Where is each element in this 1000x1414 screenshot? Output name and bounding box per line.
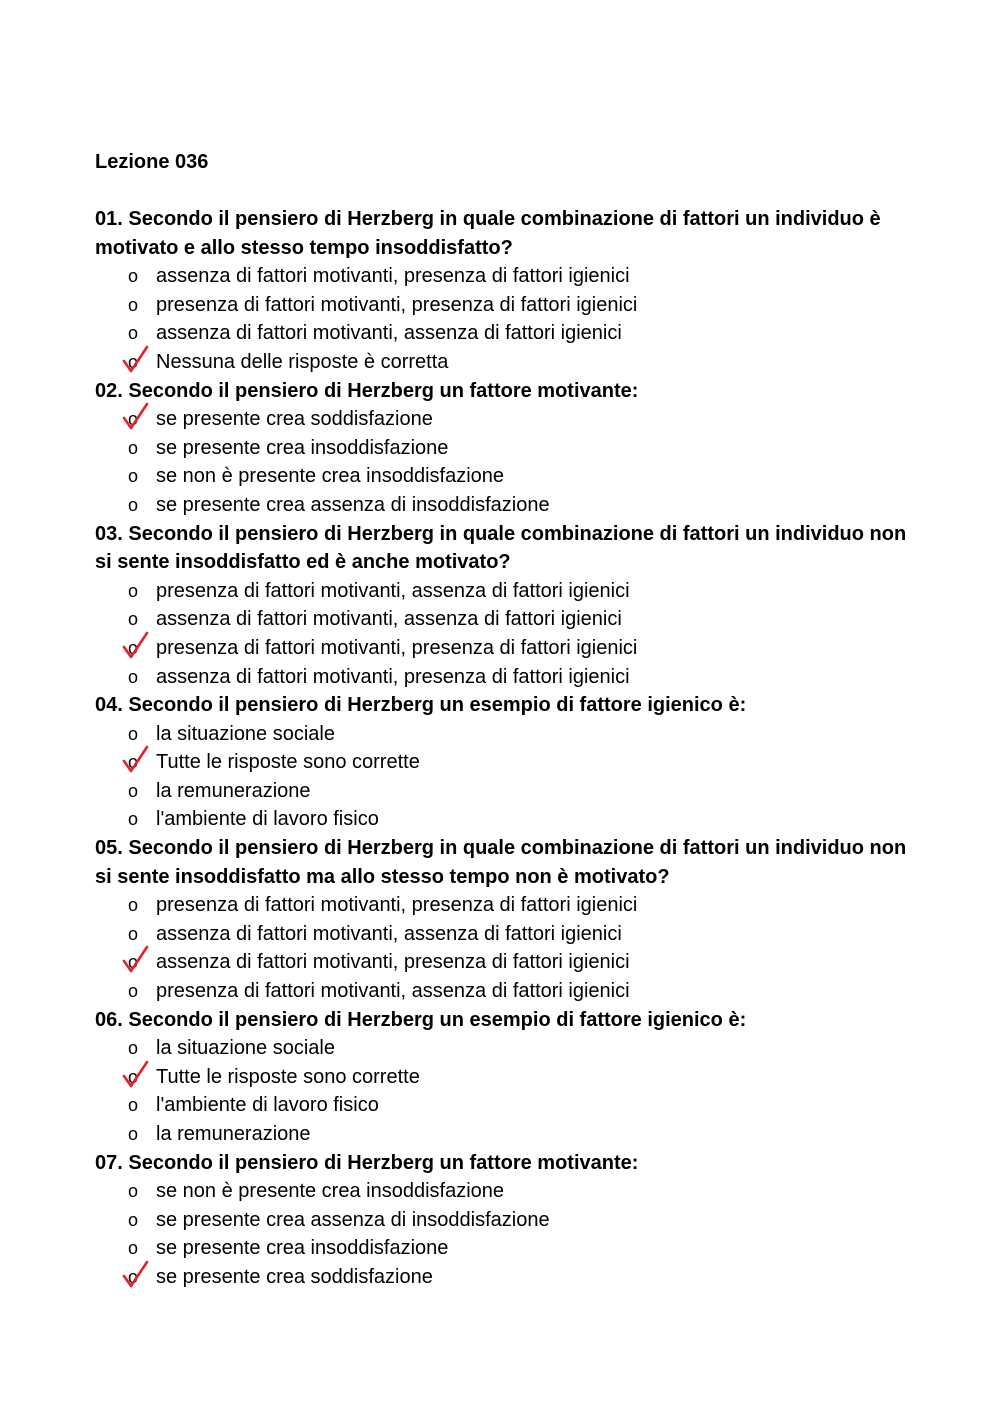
answer-option-text: Tutte le risposte sono corrette [156,751,420,774]
answer-option [95,491,915,520]
answer-options [95,891,915,1005]
answer-option [95,262,915,291]
answer-option-text: l'ambiente di lavoro fisico [156,808,379,831]
answer-option-text: presenza di fattori motivanti, assenza di fattori igienici [156,980,630,1003]
answer-option-text: presenza di fattori motivanti, presenza di fattori igienici [156,894,638,917]
answer-option-text: Nessuna delle risposte è corretta [156,350,449,373]
lesson-title: Lezione 036 [95,151,209,173]
answer-option-text: la situazione sociale [156,1037,335,1060]
circle-bullet-icon: o [127,895,138,916]
answer-option [95,891,915,920]
answer-option-text: presenza di fattori motivanti, presenza di fattori igienici [156,636,638,659]
answer-option-text: se presente crea soddisfazione [156,408,433,431]
answer-options [95,1177,915,1291]
answer-option [95,748,915,777]
answer-option [95,1120,915,1149]
answer-option-text: se non è presente crea insoddisfazione [156,465,505,488]
circle-bullet-icon: o [127,1095,138,1116]
answer-options [95,405,915,519]
question-6 [95,1006,915,1149]
circle-bullet-icon: o [127,494,138,515]
circle-bullet-icon: o [127,637,138,658]
circle-bullet-icon: o [127,1266,138,1287]
circle-bullet-icon: o [127,809,138,830]
answer-option [95,319,915,348]
circle-bullet-icon: o [127,1181,138,1202]
answer-options [95,1034,915,1148]
circle-bullet-icon: o [127,1124,138,1144]
answer-option [95,948,915,977]
answer-option-text: se presente crea insoddisfazione [156,436,449,459]
answer-option-text: assenza di fattori motivanti, presenza di fattori igienici [156,665,630,688]
answer-option-text: assenza di fattori motivanti, assenza di fattori igienici [156,608,622,631]
circle-bullet-icon: o [127,437,138,458]
circle-bullet-icon: o [127,351,138,372]
answer-option [95,348,915,377]
answer-option-text: presenza di fattori motivanti, assenza di fattori igienici [156,579,630,602]
answer-options [95,577,915,691]
answer-option-text: la remunerazione [156,1123,311,1145]
question-7 [95,1149,915,1292]
answer-options [95,720,915,834]
question-5 [95,834,915,1006]
answer-option-text: se non è presente crea insoddisfazione [156,1180,505,1203]
answer-option-text: Tutte le risposte sono corrette [156,1065,420,1088]
circle-bullet-icon: o [127,580,138,601]
question-text: 05. Secondo il pensiero di Herzberg in quale combinazione di fattori un individuo non si sente insoddisfatto ma allo stesso tempo non è motivato? [95,837,907,888]
question-text: 03. Secondo il pensiero di Herzberg in quale combinazione di fattori un individuo non si sente insoddisfatto ed è anche motivato? [95,522,907,574]
answer-option [95,920,915,949]
circle-bullet-icon: o [127,981,138,1002]
answer-option-text: se presente crea soddisfazione [156,1265,433,1288]
circle-bullet-icon: o [127,466,138,487]
answer-option [95,1263,915,1292]
answer-option-text: assenza di fattori motivanti, presenza di fattori igienici [156,265,630,288]
question-4 [95,691,915,834]
question-text: 04. Secondo il pensiero di Herzberg un esempio di fattore igienico è: [95,694,747,717]
question-list [95,205,915,1292]
answer-option [95,1034,915,1063]
circle-bullet-icon: o [127,952,138,973]
answer-option [95,634,915,663]
answer-option [95,1177,915,1206]
circle-bullet-icon: o [127,266,138,287]
answer-option-text: assenza di fattori motivanti, assenza di fattori igienici [156,322,622,345]
answer-option [95,291,915,320]
answer-option-text: l'ambiente di lavoro fisico [156,1094,379,1117]
answer-option-text: se presente crea assenza di insoddisfazione [156,493,550,516]
answer-option-text: la situazione sociale [156,722,335,745]
answer-option [95,805,915,834]
question-text: 07. Secondo il pensiero di Herzberg un fattore motivante: [95,1151,639,1174]
circle-bullet-icon: o [127,323,138,344]
answer-option-text: se presente crea insoddisfazione [156,1237,449,1260]
answer-options [95,262,915,376]
answer-option [95,1206,915,1235]
circle-bullet-icon: o [127,609,138,630]
answer-option [95,405,915,434]
question-2 [95,377,915,520]
circle-bullet-icon: o [127,294,138,315]
circle-bullet-icon: o [127,752,138,773]
answer-option [95,1063,915,1092]
answer-option [95,605,915,634]
circle-bullet-icon: o [127,666,138,687]
answer-option-text: presenza di fattori motivanti, presenza di fattori igienici [156,293,638,316]
answer-option [95,1091,915,1120]
circle-bullet-icon: o [127,1038,138,1059]
answer-option-text: assenza di fattori motivanti, assenza di fattori igienici [156,922,622,945]
circle-bullet-icon: o [127,1209,138,1230]
circle-bullet-icon: o [127,1238,138,1259]
answer-option [95,462,915,491]
answer-option [95,577,915,606]
question-1 [95,205,915,377]
answer-option-text: se presente crea assenza di insoddisfazione [156,1208,550,1231]
circle-bullet-icon: o [127,780,138,801]
answer-option-text: la remunerazione [156,779,311,802]
answer-option [95,777,915,806]
circle-bullet-icon: o [127,923,138,944]
answer-option [95,977,915,1006]
question-text: 01. Secondo il pensiero di Herzberg in quale combinazione di fattori un individuo è motivato e allo stesso tempo insoddisfatto? [95,208,881,259]
circle-bullet-icon: o [127,1066,138,1087]
question-text: 06. Secondo il pensiero di Herzberg un esempio di fattore igienico è: [95,1008,747,1031]
answer-option [95,720,915,749]
question-text: 02. Secondo il pensiero di Herzberg un fattore motivante: [95,379,639,402]
answer-option-text: assenza di fattori motivanti, presenza di fattori igienici [156,951,630,974]
answer-option [95,434,915,463]
circle-bullet-icon: o [127,409,138,430]
answer-option [95,1234,915,1263]
answer-option [95,663,915,692]
question-3 [95,520,915,692]
circle-bullet-icon: o [127,723,138,744]
